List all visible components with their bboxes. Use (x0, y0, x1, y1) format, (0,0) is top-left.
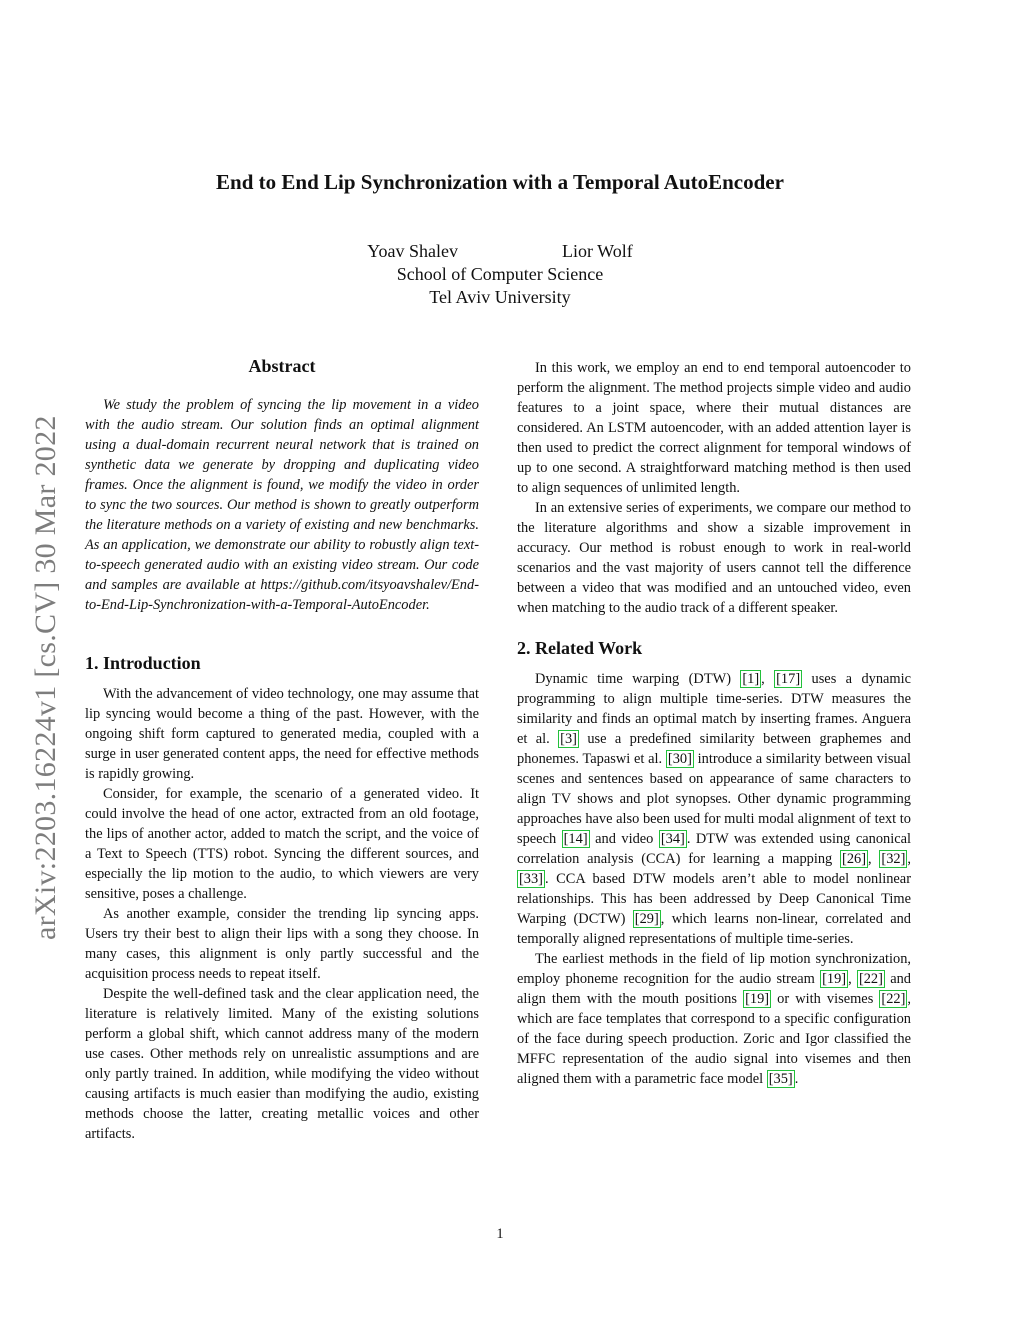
left-column (85, 356, 479, 1144)
citation-link[interactable]: [32] (881, 851, 906, 867)
text-run: , (907, 851, 911, 867)
text-run: uses a dynamic programming to align multiple time-series. DTW measures the similarity and finds an optimal match by inserting frames. Anguera et al. (517, 671, 911, 747)
paragraph: As another example, consider the trending lip syncing apps. Users try their best to align their lips with a song they choose. In many cases, this alignment is only partly successful and the acquisition process needs to repeat itself. (85, 906, 479, 982)
paragraph (517, 669, 911, 949)
paragraph: Consider, for example, the scenario of a generated video. It could involve the head of one actor, extracted from an old footage, the lips of another actor, added to match the script, and the voice of a Text to Speech (TTS) robot. Syncing the different sources, and especially the lip motion to the audio, to which viewers are very sensitive, poses a challenge. (85, 786, 479, 902)
abstract-text: We study the problem of syncing the lip movement in a video with the audio stream. Our solution finds an optimal alignment using a dual-domain recurrent neural network that is trained on synthetic data we generate by dropping and duplicating video frames. Once the alignment is found, we modify the video in order to sync the two sources. Our method is shown to greatly outperform the literature methods on a variety of existing and new benchmarks. As an application, we demonstrate our ability to robustly align text-to-speech generated audio with an existing video stream. Our code and samples are available at https://github.com/itsyoavshalev/End-to-End-Lip-Synchronization-with-a-Temporal-AutoEncoder. (85, 397, 479, 613)
affiliation: Tel Aviv University (429, 287, 571, 307)
text-run: , which learns non-linear, correlated and temporally aligned representations of multiple time-series. (517, 911, 911, 947)
paragraph: In an extensive series of experiments, we compare our method to the literature algorithms and show a sizable improvement in accuracy. Our method is robust enough to work in real-world scenarios and the vast majority of users cannot tell the difference between a video that was modified and an untouched video, even when matching to the audio track of a different speaker. (517, 500, 911, 616)
author-block (0, 240, 1000, 309)
text-run: Dynamic time warping (DTW) (535, 671, 741, 687)
citation-link[interactable]: [30] (667, 751, 692, 767)
citation-link[interactable]: [34] (660, 831, 685, 847)
text-run: use a predefined similarity between graphemes and phonemes. Tapaswi et al. (517, 731, 911, 767)
citation-link[interactable]: [17] (776, 671, 801, 687)
text-run: introduce a similarity between visual scenes and sentences based on appearance of same characters to align TV shows and plot synopses. Other dynamic programming approaches have also been used for multi modal alignment of text to speech (517, 751, 911, 847)
text-run: . (794, 1071, 799, 1087)
abstract-heading: Abstract (248, 356, 316, 376)
paragraph: In this work, we employ an end to end temporal autoencoder to perform the alignment. The method projects simple video and audio features to a joint space, where their mutual distances are considered. An LSTM autoencoder, with an added attention layer is then used to predict the correct alignment for temporal windows of up to one second. A straightforward matching method is then used to align sequences of unlimited length. (517, 360, 911, 496)
text-run: , (761, 671, 775, 687)
author-name: Lior Wolf (561, 241, 633, 261)
affiliation: School of Computer Science (396, 264, 604, 284)
text-run: or with visemes (771, 991, 880, 1007)
citation-link[interactable]: [35] (768, 1071, 793, 1087)
text-run: and video (589, 831, 659, 847)
text-run: , (848, 971, 857, 987)
citation-link[interactable]: [22] (881, 991, 906, 1007)
paragraph (517, 949, 911, 1089)
citation-link[interactable]: [3] (560, 731, 577, 747)
section-heading-introduction: 1. Introduction (85, 653, 201, 673)
citation-link[interactable]: [1] (742, 671, 760, 687)
citation-link[interactable]: [26] (842, 851, 867, 867)
text-run: , which are face templates that correspond to a specific configuration of the face during speech production. Zoric and Igor classified the MFFC representation of the audio signal into visemes and then aligned them with a parametric face model (517, 991, 911, 1087)
citation-link[interactable]: [29] (634, 911, 659, 927)
citation-link[interactable]: [19] (745, 991, 770, 1007)
section-heading-related-work: 2. Related Work (517, 638, 643, 658)
paper-title: End to End Lip Synchronization with a Temporal AutoEncoder (216, 170, 784, 194)
citation-link[interactable]: [14] (563, 831, 588, 847)
author-name: Yoav Shalev (367, 241, 458, 261)
text-run: . DTW was extended using canonical correlation analysis (CCA) for learning a mapping (517, 831, 911, 867)
page-number: 1 (496, 1226, 504, 1242)
paragraph: Despite the well-defined task and the clear application need, the literature is relatively limited. Many of the existing solutions perform a global shift, which cannot address many of the modern use cases. Other methods rely on unrealistic assumptions and are only partly trained. In addition, while modifying the video without causing artifacts is much easier than modifying the audio, existing methods choose the latter, creating metallic voices and other artifacts. (85, 986, 479, 1142)
author-names (0, 240, 1000, 263)
text-run: , (868, 851, 880, 867)
arxiv-stamp: arXiv:2203.16224v1 [cs.CV] 30 Mar 2022 (29, 415, 62, 940)
text-run: and align them with the mouth positions (517, 971, 911, 1007)
citation-link[interactable]: [22] (858, 971, 883, 987)
right-column (517, 358, 911, 1089)
paragraph: With the advancement of video technology, one may assume that lip syncing would become a thing of the past. However, with the ongoing shift form captured to generated media, coupled with a surge in user generated content apps, the need for effective methods is rapidly growing. (85, 686, 479, 782)
citation-link[interactable]: [33] (519, 871, 543, 887)
citation-link[interactable]: [19] (822, 971, 847, 987)
text-run: . CCA based DTW models aren’t able to model nonlinear relationships. This has been addressed by Deep Canonical Time Warping (DCTW) (517, 871, 911, 927)
text-run: The earliest methods in the field of lip motion synchronization, employ phoneme recognition for the audio stream (517, 951, 911, 987)
